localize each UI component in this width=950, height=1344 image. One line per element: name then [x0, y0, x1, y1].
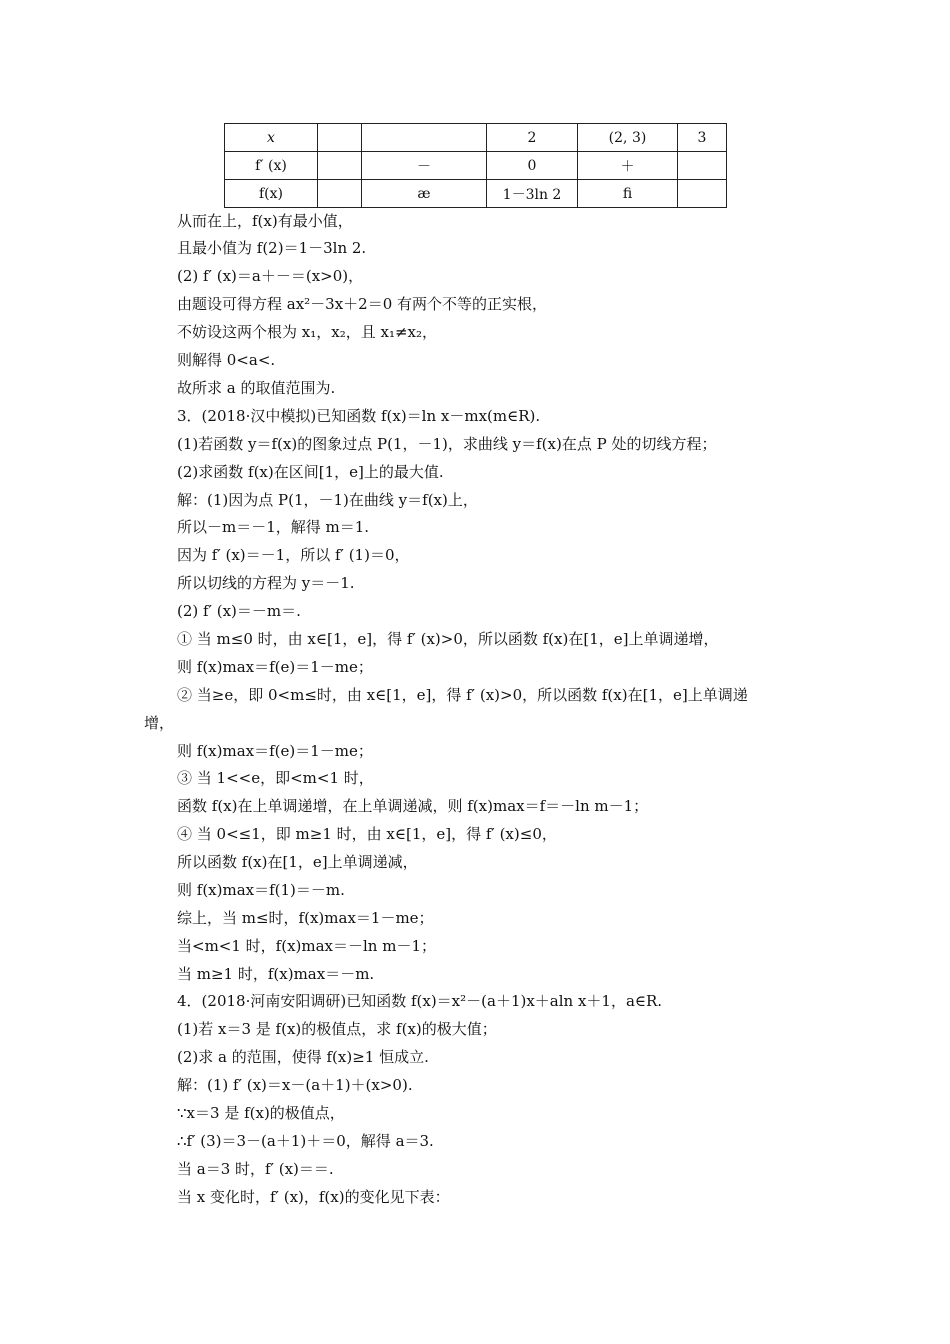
- table-cell: [678, 180, 727, 208]
- text-line: 当 m≥1 时，f(x)max＝－m.: [177, 965, 375, 983]
- table-cell: æ: [362, 180, 487, 208]
- text-line: 且最小值为 f(2)＝1－3ln 2.: [177, 239, 367, 257]
- text-line: 从而在上，f(x)有最小值，: [177, 212, 353, 230]
- text-line: 则 f(x)max＝f(1)＝－m.: [177, 881, 345, 899]
- text-line: 函数 f(x)在上单调递增，在上单调递减，则 f(x)max＝f＝－ln m－1；: [177, 797, 649, 815]
- text-line: 所以－m＝－1，解得 m＝1.: [177, 518, 370, 536]
- variation-table: [224, 123, 727, 208]
- text-line: ① 当 m≤0 时，由 x∈[1，e]，得 f′ (x)>0，所以函数 f(x)在[1，e]上单调递增，: [177, 630, 719, 648]
- text-line: 4．(2018·河南安阳调研)已知函数 f(x)＝x²－(a＋1)x＋aln x＋1，a∈R.: [177, 992, 663, 1010]
- text-line: 所以切线的方程为 y＝－1.: [177, 574, 355, 592]
- text-line: 解：(1)因为点 P(1，－1)在曲线 y＝f(x)上，: [177, 491, 478, 509]
- table-row: [225, 180, 727, 208]
- text-line: 当 x 变化时，f′ (x)，f(x)的变化见下表：: [177, 1188, 450, 1206]
- table-header-cell: f(x): [225, 180, 318, 208]
- text-line: 故所求 a 的取值范围为.: [177, 379, 336, 397]
- text-line: 当<m<1 时，f(x)max＝－ln m－1；: [177, 937, 437, 955]
- table-cell: [318, 152, 362, 180]
- text-line: (2)求函数 f(x)在区间[1，e]上的最大值.: [177, 463, 444, 481]
- table-cell: 0: [487, 152, 578, 180]
- text-line: (2)求 a 的范围，使得 f(x)≥1 恒成立.: [177, 1048, 429, 1066]
- text-line: 由题设可得方程 ax²－3x＋2＝0 有两个不等的正实根，: [177, 295, 548, 313]
- text-line: ② 当≥e，即 0<m≤时，由 x∈[1，e]，得 f′ (x)>0，所以函数 f(x)在[1，e]上单调递: [177, 686, 748, 704]
- table-cell: ＋: [578, 152, 678, 180]
- text-line: 当 a＝3 时，f′ (x)＝＝.: [177, 1160, 334, 1178]
- text-line: 3．(2018·汉中模拟)已知函数 f(x)＝ln x－mx(m∈R).: [177, 407, 541, 425]
- text-line: (2) f′ (x)＝a＋－＝(x>0)，: [177, 267, 364, 285]
- text-line: 综上，当 m≤时，f(x)max＝1－me；: [177, 909, 434, 927]
- text-line: ③ 当 1<<e，即<m<1 时，: [177, 769, 374, 787]
- table-cell: ﬁ: [578, 180, 678, 208]
- table-cell: [362, 124, 487, 152]
- text-line: ∵x＝3 是 f(x)的极值点，: [177, 1104, 345, 1122]
- table-cell: 2: [487, 124, 578, 152]
- text-line: (1)若 x＝3 是 f(x)的极值点，求 f(x)的极大值；: [177, 1020, 497, 1038]
- table-cell: 3: [678, 124, 727, 152]
- table-cell: [318, 180, 362, 208]
- text-line: 不妨设这两个根为 x₁，x₂，且 x₁≠x₂，: [177, 323, 437, 341]
- text-line: 因为 f′ (x)＝－1，所以 f′ (1)＝0，: [177, 546, 410, 564]
- text-line: 增，: [144, 714, 175, 732]
- table-cell: (2, 3): [578, 124, 678, 152]
- table-cell: －: [362, 152, 487, 180]
- table-cell: 1－3ln 2: [487, 180, 578, 208]
- table-row: [225, 152, 727, 180]
- text-line: 则 f(x)max＝f(e)＝1－me；: [177, 658, 373, 676]
- table-cell: [318, 124, 362, 152]
- table-row: [225, 124, 727, 152]
- text-line: 则 f(x)max＝f(e)＝1－me；: [177, 742, 373, 760]
- text-line: (2) f′ (x)＝－m＝.: [177, 602, 301, 620]
- table-header-cell: f′ (x): [225, 152, 318, 180]
- text-line: 解：(1) f′ (x)＝x－(a＋1)＋(x>0).: [177, 1076, 413, 1094]
- text-line: ④ 当 0<≤1，即 m≥1 时，由 x∈[1，e]，得 f′ (x)≤0，: [177, 825, 557, 843]
- text-line: (1)若函数 y＝f(x)的图象过点 P(1，－1)，求曲线 y＝f(x)在点 P 处的切线方程；: [177, 435, 717, 453]
- table-header-cell: x: [225, 124, 318, 152]
- text-line: 则解得 0<a<.: [177, 351, 276, 369]
- table-cell: [678, 152, 727, 180]
- text-line: ∴f′ (3)＝3－(a＋1)＋＝0，解得 a＝3.: [177, 1132, 434, 1150]
- text-line: 所以函数 f(x)在[1，e]上单调递减，: [177, 853, 418, 871]
